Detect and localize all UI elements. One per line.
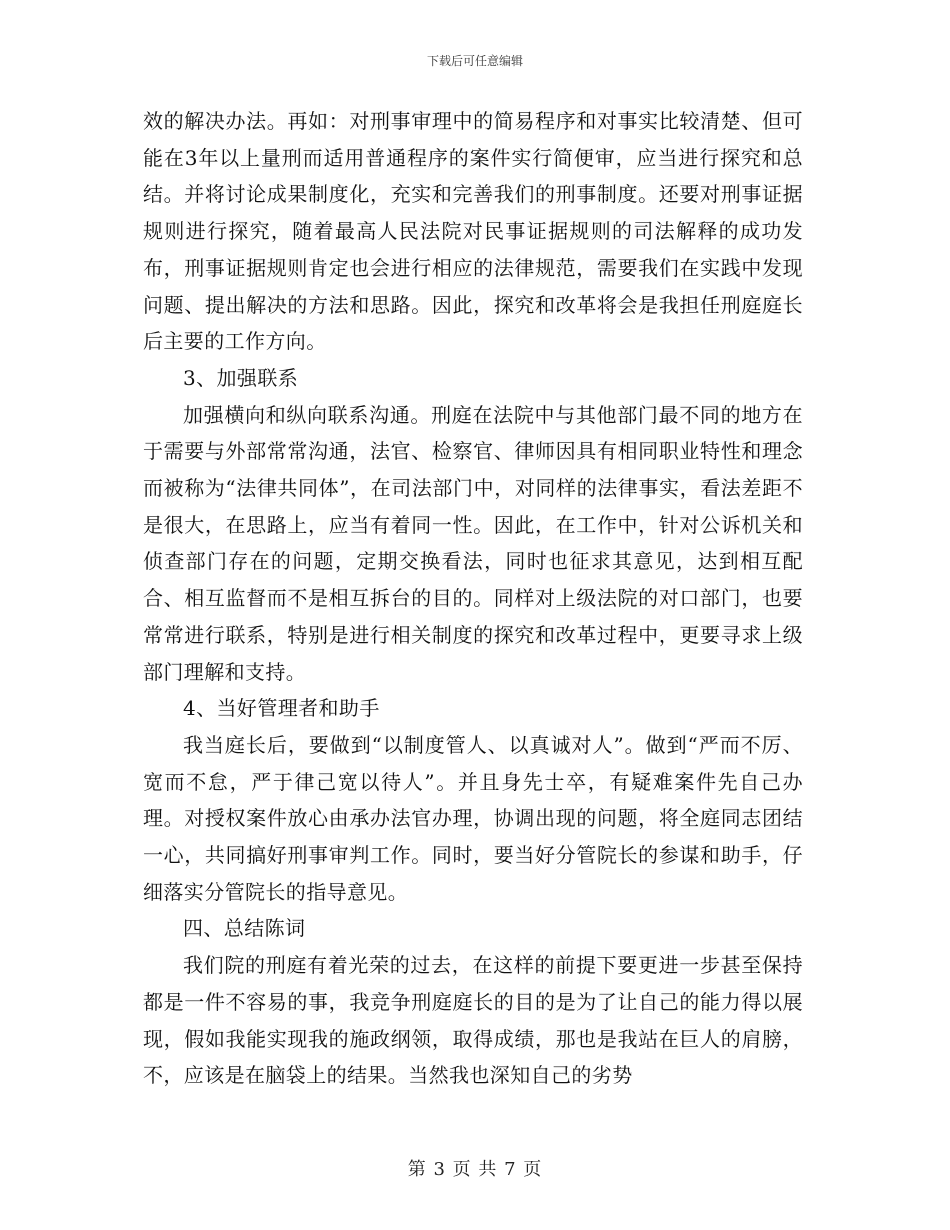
- paragraph-1: 效的解决办法。再如：对刑事审理中的简易程序和对事实比较清楚、但可能在3年以上量刑而适用普通程序的案件实行简便审，应当进行探究和总结。并将讨论成果制度化，充实和完善我们的刑事制度。还要对刑事证据规则进行探究，随着最高人民法院对民事证据规则的司法解释的成功发布，刑事证据规则肯定也会进行相应的法律规范，需要我们在实践中发现问题、提出解决的方法和思路。因此，探究和改革将会是我担任刑庭庭长后主要的工作方向。: [143, 109, 803, 354]
- page-header: 下载后可任意编辑: [426, 54, 523, 68]
- document-body: [143, 103, 803, 1094]
- paragraph-3: 我当庭长后，要做到“以制度管人、以真诚对人”。做到“严而不厉、宽而不怠，严于律己宽以待人”。并且身先士卒，有疑难案件先自己办理。对授权案件放心由承办法官办理，协调出现的问题，将全庭同志团结一心，共同搞好刑事审判工作。同时，要当好分管院长的参谋和助手，仔细落实分管院长的指导意见。: [143, 732, 803, 904]
- section-heading-strengthen-contact: 3、加强联系: [183, 365, 299, 390]
- paragraph-2: 加强横向和纵向联系沟通。刑庭在法院中与其他部门最不同的地方在于需要与外部常常沟通，法官、检察官、律师因具有相同职业特性和理念而被称为“法律共同体”，在司法部门中，对同样的法律事实，看法差距不是很大，在思路上，应当有着同一性。因此，在工作中，针对公诉机关和侦查部门存在的问题，定期交换看法，同时也征求其意见，达到相互配合、相互监督而不是相互拆台的目的。同样对上级法院的对口部门，也要常常进行联系，特别是进行相关制度的探究和改革过程中，更要寻求上级部门理解和支持。: [143, 402, 803, 684]
- section-heading-manager-assistant: 4、当好管理者和助手: [183, 696, 380, 721]
- section-heading-summary: 四、总结陈词: [183, 916, 306, 941]
- page-footer: 第 3 页 共 7 页: [407, 1159, 543, 1180]
- paragraph-4: 我们院的刑庭有着光荣的过去，在这样的前提下要更进一步甚至保持都是一件不容易的事，我竞争刑庭庭长的目的是为了让自己的能力得以展现，假如我能实现我的施政纲领，取得成绩，那也是我站在巨人的肩膀，不，应该是在脑袋上的结果。当然我也深知自己的劣势: [143, 953, 803, 1088]
